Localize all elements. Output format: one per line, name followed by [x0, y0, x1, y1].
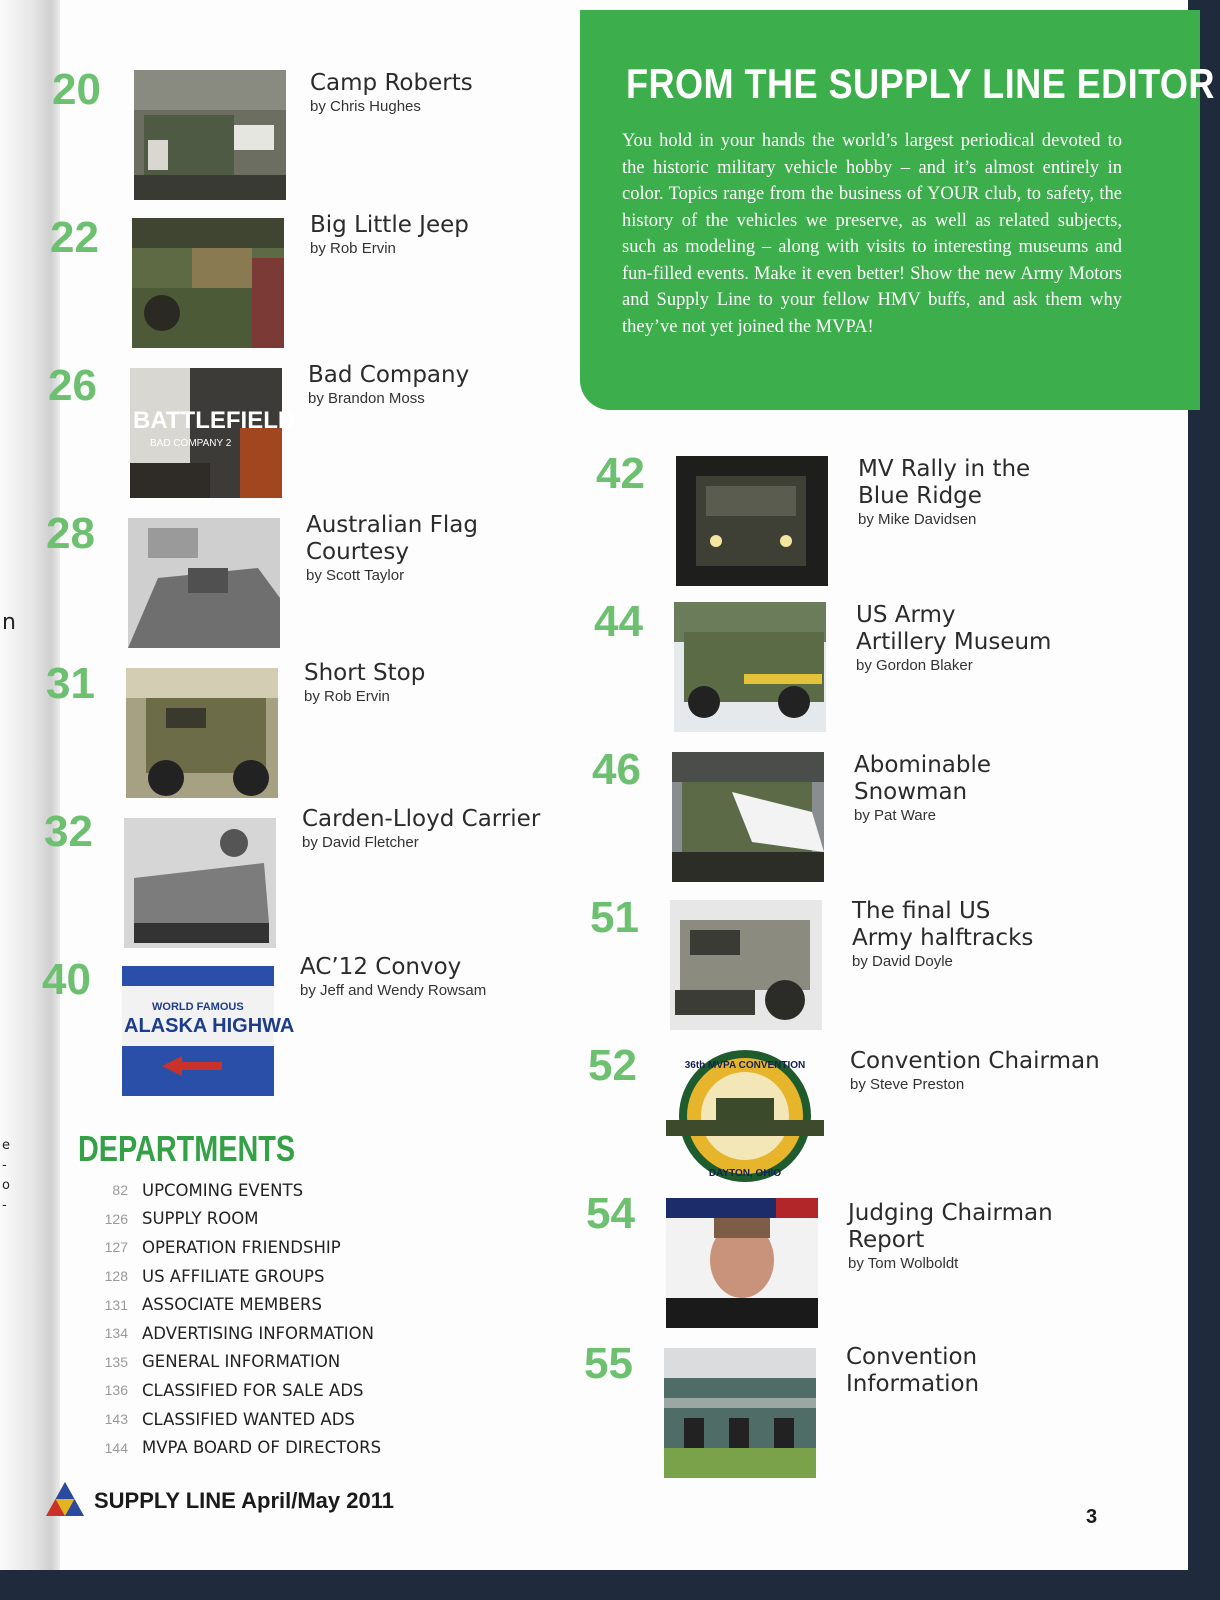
department-page: 126 [104, 1210, 128, 1227]
publication-footer: SUPPLY LINE April/May 2011 [94, 1488, 394, 1513]
department-item[interactable] [74, 1319, 381, 1348]
article-author: by David Fletcher [302, 834, 419, 851]
snow-vehicle-photo [672, 752, 824, 882]
battlefield-game-cover [130, 368, 296, 498]
article-author: by Scott Taylor [306, 567, 405, 584]
department-label: US AFFILIATE GROUPS [142, 1266, 325, 1286]
department-label: GENERAL INFORMATION [142, 1352, 341, 1372]
sign-text: ALASKA HIGHWA [124, 1015, 295, 1037]
article-title: Australian Flag Courtesy by Scott Taylor [306, 512, 478, 584]
department-label: ADVERTISING INFORMATION [142, 1323, 375, 1343]
department-page: 127 [104, 1239, 128, 1256]
article-title: Judging Chairman Report by Tom Wolboldt [848, 1200, 1053, 1272]
department-label: UPCOMING EVENTS [142, 1180, 304, 1200]
margin-letter: e [2, 1138, 10, 1153]
article-title: The final US Army halftracks by David Doyle [852, 898, 1034, 970]
nutter-center-photo [664, 1348, 816, 1478]
department-page: 144 [104, 1439, 128, 1456]
article-title: Bad Company by Brandon Moss [308, 362, 470, 407]
department-item[interactable] [74, 1233, 381, 1262]
convention-badge-logo [664, 1046, 826, 1186]
department-item[interactable] [74, 1348, 381, 1377]
article-author: by Pat Ware [854, 807, 936, 824]
flag-armored-car-photo [128, 518, 280, 648]
article-page-number: 20 [52, 65, 101, 114]
department-item[interactable] [74, 1205, 381, 1234]
article-title: Carden-Lloyd Carrier by David Fletcher [302, 806, 541, 851]
alaska-highway-sign-photo [122, 966, 295, 1096]
badge-text: 36th MVPA CONVENTION [684, 1060, 806, 1071]
article-author: by Chris Hughes [310, 98, 421, 115]
army-truck-photo [126, 668, 278, 798]
department-item[interactable] [74, 1176, 381, 1205]
department-item[interactable] [74, 1433, 381, 1462]
article-page-number: 40 [42, 955, 91, 1004]
article-title: Short Stop by Rob Ervin [304, 660, 426, 705]
article-title: US Army Artillery Museum by Gordon Blaker [856, 602, 1052, 674]
article-page-number: 46 [592, 745, 641, 794]
jeep-photo [132, 218, 284, 348]
article-page-number: 32 [44, 807, 93, 856]
margin-letter: - [2, 1198, 7, 1213]
department-label: OPERATION FRIENDSHIP [142, 1237, 341, 1257]
article-author: by Rob Ervin [310, 240, 396, 257]
halftrack-photo [670, 900, 822, 1030]
department-page: 82 [112, 1182, 128, 1199]
article-page-number: 31 [46, 659, 95, 708]
editor-note-box [580, 10, 1215, 410]
department-page: 135 [104, 1353, 128, 1370]
article-page-number: 52 [588, 1041, 637, 1090]
article-author: by David Doyle [852, 953, 953, 970]
sign-subtext: WORLD FAMOUS [152, 1001, 244, 1013]
green-truck-photo [674, 602, 826, 732]
department-item[interactable] [74, 1376, 381, 1405]
cover-title-text: BATTLEFIELD [133, 407, 296, 434]
department-page: 131 [104, 1296, 128, 1313]
editor-text: You hold in your hands the world’s largest periodical devoted to the historic military vehicle hobby – and it’s almost entirely in color. Topics range from the business of YOUR club, to safety, the history of the vehicles we preserve, as well as related subjects, such as modeling – along with visits to interesting museums and fun-filled events. Make it even better! Show the new Army Motors and Supply Line to your fellow HMV buffs, and ask them why they’ve not yet joined the MVPA! [622, 131, 1122, 337]
department-label: CLASSIFIED WANTED ADS [142, 1409, 355, 1429]
article-author: by Mike Davidsen [858, 511, 977, 528]
article-author: by Jeff and Wendy Rowsam [300, 982, 487, 999]
article-title: Abominable Snowman by Pat Ware [854, 752, 992, 824]
department-label: MVPA BOARD OF DIRECTORS [142, 1438, 382, 1458]
badge-subtext: DAYTON, OHIO [708, 1168, 782, 1179]
department-item[interactable] [74, 1262, 381, 1291]
museum-halftrack-photo [134, 70, 286, 200]
article-title: AC’12 Convoy by Jeff and Wendy Rowsam [300, 954, 487, 999]
margin-letter: - [2, 1158, 7, 1173]
article-page-number: 42 [596, 449, 645, 498]
article-title: Convention Chairman by Steve Preston [850, 1048, 1100, 1093]
article-page-number: 26 [48, 361, 97, 410]
article-page-number: 51 [590, 893, 639, 942]
departments-list [74, 1176, 381, 1462]
article-author: by Brandon Moss [308, 390, 425, 407]
department-label: CLASSIFIED FOR SALE ADS [142, 1380, 364, 1400]
article-page-number: 22 [50, 213, 99, 262]
night-truck-photo [676, 456, 828, 586]
editor-heading: FROM THE SUPPLY LINE EDITOR [626, 60, 1215, 107]
department-page: 134 [104, 1325, 128, 1342]
margin-letter: o [2, 1178, 10, 1193]
departments-heading: DEPARTMENTS [78, 1128, 296, 1169]
carrier-photo [124, 818, 276, 948]
article-page-number: 55 [584, 1339, 633, 1388]
page-number: 3 [1086, 1506, 1098, 1528]
department-item[interactable] [74, 1290, 381, 1319]
article-title: Camp Roberts by Chris Hughes [310, 70, 473, 115]
armored-triangle-logo-icon [44, 1480, 86, 1518]
article-author: by Rob Ervin [304, 688, 390, 705]
department-label: ASSOCIATE MEMBERS [142, 1295, 322, 1315]
article-page-number: 44 [594, 597, 643, 646]
article-page-number: 28 [46, 509, 95, 558]
article-author: by Gordon Blaker [856, 657, 973, 674]
article-title: Convention Information [846, 1344, 980, 1397]
article-author: by Tom Wolboldt [848, 1255, 959, 1272]
article-title: Big Little Jeep by Rob Ervin [310, 212, 469, 257]
portrait-photo [666, 1198, 818, 1328]
cover-subtitle-text: BAD COMPANY 2 [150, 438, 232, 449]
department-label: SUPPLY ROOM [142, 1209, 259, 1229]
margin-letter: n [2, 610, 16, 635]
department-item[interactable] [74, 1405, 381, 1434]
department-page: 136 [104, 1382, 128, 1399]
article-page-number: 54 [586, 1189, 635, 1238]
article-title: MV Rally in the Blue Ridge by Mike Davidsen [858, 456, 1031, 528]
department-page: 143 [104, 1411, 128, 1428]
article-author: by Steve Preston [850, 1076, 965, 1093]
department-page: 128 [104, 1268, 128, 1285]
